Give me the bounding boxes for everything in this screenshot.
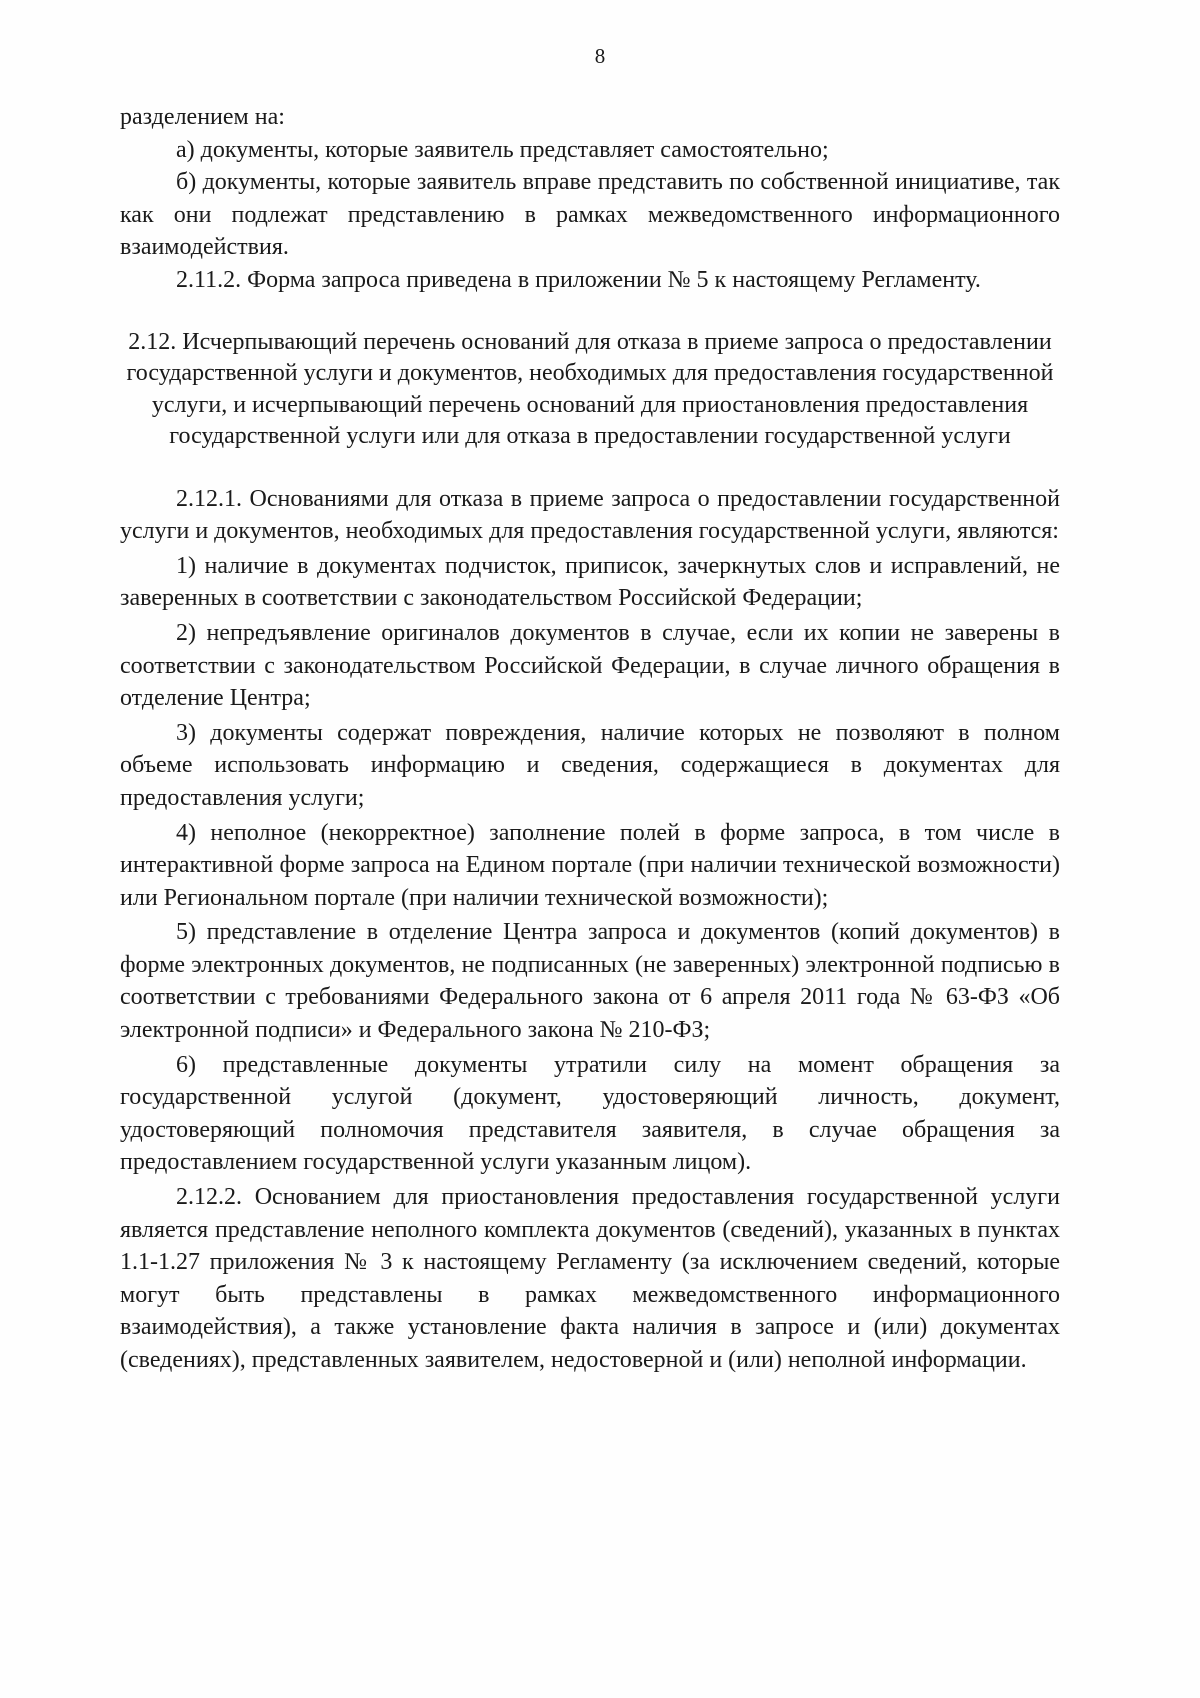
- ground-item-4: 4) неполное (некорректное) заполнение полей в форме запроса, в том числе в интерактивной форме запроса на Едином портале (при наличии технической возможности) или Региональном портале (при наличии технической возможности);: [120, 819, 1060, 911]
- ground-item-3: 3) документы содержат повреждения, наличие которых не позволяют в полном объеме использовать информацию и сведения, содержащиеся в документах для предоставления услуги;: [120, 719, 1060, 811]
- ground-item-1: 1) наличие в документах подчисток, приписок, зачеркнутых слов и исправлений, не заверенных в соответствии с законодательством Российской Федерации;: [120, 552, 1060, 612]
- ground-item-5: 5) представление в отделение Центра запроса и документов (копий документов) в форме электронных документов, не подписанных (не заверенных) электронной подписью в соответствии с требованиями Федерального закона от 6 апреля 2011 года № 63-ФЗ «Об электронной подписи» и Федерального закона № 210-ФЗ;: [120, 919, 1060, 1044]
- ground-item-6: 6) представленные документы утратили силу на момент обращения за государственной услугой (документ, удостоверяющий личность, документ, удостоверяющий полномочия представителя заявителя, в случае обращения за предоставлением государственной услуги указанным лицом).: [120, 1051, 1060, 1176]
- ground-item-2: 2) непредъявление оригиналов документов в случае, если их копии не заверены в соответствии с законодательством Российской Федерации, в случае личного обращения в отделение Центра;: [120, 619, 1060, 712]
- section-title: 2.12. Исчерпывающий перечень оснований для отказа в приеме запроса о предоставлении государственной услуги и документов, необходимых для предоставления государственной услуги, и исчерпывающий перечень оснований для приостановления предоставления государственной услуги или для отказа в предоставлении государственной услуги: [126, 328, 1054, 450]
- list-item-b: б) документы, которые заявитель вправе представить по собственной инициативе, так как они подлежат представлению в рамках межведомственного информационного взаимодействия.: [120, 169, 1060, 261]
- clause-2-12-1: 2.12.1. Основаниями для отказа в приеме запроса о предоставлении государственной услуги и документов, необходимых для предоставления государственной услуги, являются:: [120, 485, 1060, 545]
- clause-2-11-2: 2.11.2. Форма запроса приведена в приложении № 5 к настоящему Регламенту.: [176, 266, 981, 293]
- continuation-text: разделением на:: [120, 104, 285, 130]
- document-body: [120, 101, 1060, 1377]
- list-item-a: а) документы, которые заявитель представляет самостоятельно;: [176, 136, 829, 163]
- clause-2-12-2: 2.12.2. Основанием для приостановления предоставления государственной услуги является представление неполного комплекта документов (сведений), указанных в пунктах 1.1-1.27 приложения № 3 к настоящему Регламенту (за исключением сведений, которые могут быть представлены в рамках межведомственного информационного взаимодействия), а также установление факта наличия в запросе и (или) документах (сведениях), представленных заявителем, недостоверной и (или) неполной информации.: [120, 1184, 1060, 1373]
- section-heading-2-12: [120, 327, 1060, 453]
- page-number: 8: [594, 44, 606, 68]
